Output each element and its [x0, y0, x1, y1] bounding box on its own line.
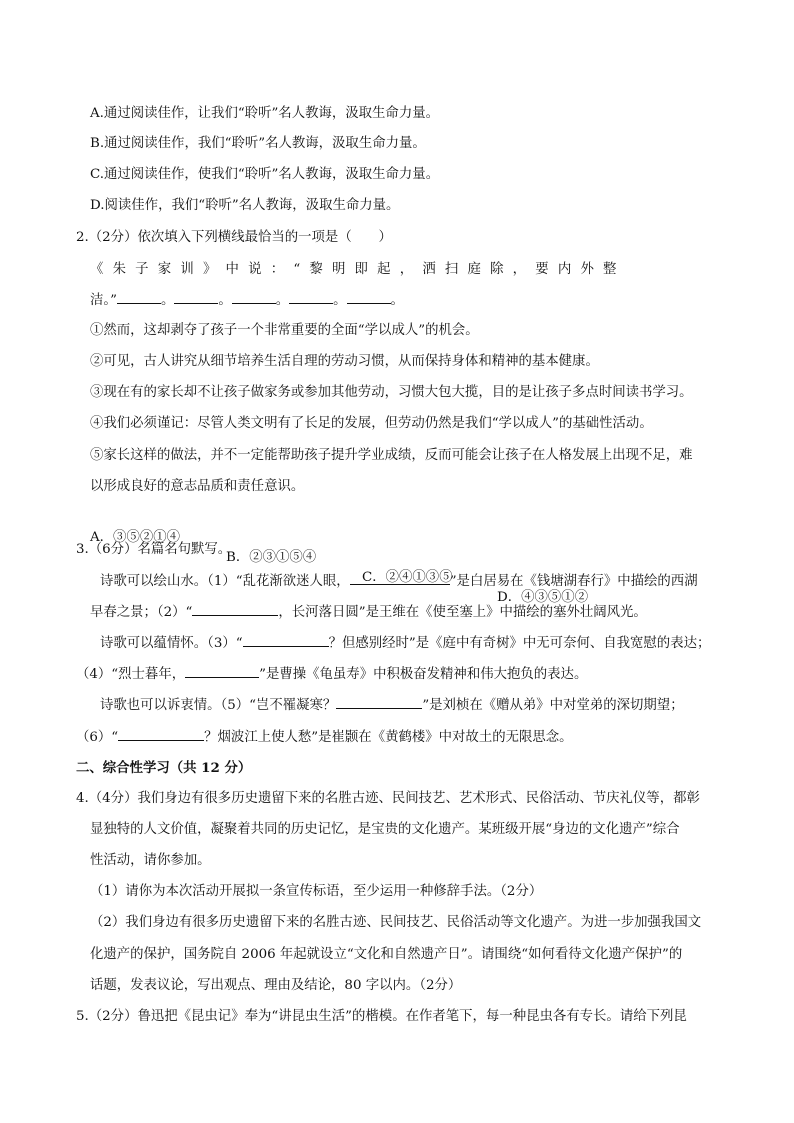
q3-blank-2 [192, 602, 278, 616]
q3-line1-b: ”是白居易在《钱塘湖春行》中描绘的西湖 [449, 574, 698, 589]
q4-sub2-line3: 话题，发表议论，写出观点、理由及结论，80 字以内。（2分） [90, 978, 462, 993]
q3-stem: 3.（6分）名篇名句默写。 [76, 542, 232, 557]
q1-option-b: B.通过阅读佳作，我们“聆听”名人教诲，汲取生命力量。 [90, 136, 426, 151]
q2-sentence-3: ③现在有的家长却不让孩子做家务或参加其他劳动，习惯大包大揽，目的是让孩子多点时间读书学习。 [90, 385, 693, 400]
q2-quote-prefix: 洁。” [90, 293, 117, 308]
q2-sentence-5-cont: 以形成良好的意志品质和责任意识。 [90, 479, 305, 494]
q3-blank-1 [350, 571, 450, 585]
q3-line5-a: 诗歌也可以诉衷情。（5）“岂不罹凝寒？ [100, 698, 337, 713]
q4-sub2-line2: 化遗产的保护，国务院自 2006 年起就设立“文化和自然遗产日”。请围绕“如何看待文化遗产保护”的 [90, 947, 683, 962]
q1-option-a: A.通过阅读佳作，让我们“聆听”名人教诲，汲取生命力量。 [90, 106, 439, 121]
blank-1 [117, 290, 161, 304]
q3-line6 [76, 727, 573, 748]
q2-option-a: A．③⑤②①④ [90, 530, 181, 545]
q3-line6-b: ？烟波江上使人愁”是崔颢在《黄鹤楼》中对故土的无限思念。 [204, 730, 573, 745]
q2-sentence-2: ②可见，古人讲究从细节培养生活自理的劳动习惯，从而保持身体和精神的基本健康。 [90, 354, 599, 369]
q1-option-c: C.通过阅读佳作，使我们“聆听”名人教诲，汲取生命力量。 [90, 167, 440, 182]
q2-quote-line2: 洁。” 。 。 。 。 。 [90, 290, 404, 311]
q3-line1-a: 诗歌可以绘山水。（1）“乱花渐欲迷人眼， [100, 574, 350, 589]
q3-line1 [100, 571, 698, 592]
q3-blank-4 [185, 664, 259, 678]
q3-line6-a: （6）“ [76, 730, 119, 745]
q3-line3-a: 诗歌可以蕴情怀。（3）“ [100, 636, 243, 651]
q3-line4-a: （4）“烈士暮年， [76, 667, 186, 682]
q3-line5-b: ”是刘桢在《赠从弟》中对堂弟的深切期望； [422, 698, 684, 713]
blank-5 [347, 290, 391, 304]
section-heading: 二、综合性学习（共 12 分） [76, 760, 252, 776]
q3-line2-a: 早春之景；（2）“ [90, 605, 193, 620]
q3-line2-b: ，长河落日圆”是王维在《使至塞上》中描绘的塞外壮阔风光。 [278, 605, 647, 620]
q4-line3: 性活动，请你参加。 [90, 853, 211, 868]
q2-sentence-1: ①然而，这却剥夺了孩子一个非常重要的全面“学以成人”的机会。 [90, 323, 479, 338]
q2-sentence-5: ⑤家长这样的做法，并不一定能帮助孩子提升学业成绩，反而可能会让孩子在人格发展上出现不足，难 [90, 448, 693, 463]
q2-quote-line1: 《朱子家训》中说：“黎明即起，洒扫庭除，要内外整 [90, 262, 626, 277]
q3-blank-3 [243, 633, 329, 647]
q2-stem: 2.（2分）依次填入下列横线最恰当的一项是（ ） [76, 230, 392, 245]
q2-option-c: C．②④①③⑤ [362, 570, 453, 585]
q1-option-d: D.阅读佳作，我们“聆听”名人教诲，汲取生命力量。 [90, 198, 400, 213]
q2-sentence-4: ④我们必须谨记：尽管人类文明有了长足的发展，但劳动仍然是我们“学以成人”的基础性活动。 [90, 416, 653, 431]
q3-blank-5 [336, 695, 422, 709]
q3-line4 [76, 664, 587, 685]
q3-blank-6 [118, 727, 204, 741]
q4-line1: 4.（4分）我们身边有很多历史遗留下来的名胜古迹、民间技艺、艺术形式、民俗活动、节庆礼仪等，都彰 [76, 791, 700, 806]
q3-line3 [100, 633, 710, 654]
q4-line2: 显独特的人文价值，凝聚着共同的历史记忆，是宝贵的文化遗产。某班级开展“身边的文化遗产”综合 [90, 822, 680, 837]
q4-sub2-line1: （2）我们身边有很多历史遗留下来的名胜古迹、民间技艺、民俗活动等文化遗产。为进一步加强我国文 [90, 915, 702, 930]
q3-line4-b: ”是曹操《龟虽寿》中积极奋发精神和伟大抱负的表达。 [259, 667, 588, 682]
q2-option-b: B．②③①⑤④ [226, 550, 317, 565]
q4-sub1: （1）请你为本次活动开展拟一条宣传标语，至少运用一种修辞手法。（2分） [90, 884, 543, 899]
blank-2 [174, 290, 218, 304]
q3-line5 [100, 695, 684, 716]
blank-4 [289, 290, 333, 304]
q3-line2 [90, 602, 647, 623]
blank-3 [232, 290, 276, 304]
q2-option-d: D．④③⑤①② [497, 590, 589, 605]
q5-line1: 5.（2分）鲁迅把《昆虫记》奉为“讲昆虫生活”的楷模。在作者笔下，每一种昆虫各有专长。请给下列昆 [76, 1009, 687, 1024]
q3-line3-b: ？但感别经时”是《庭中有奇树》中无可奈何、自我宽慰的表达； [328, 636, 711, 651]
